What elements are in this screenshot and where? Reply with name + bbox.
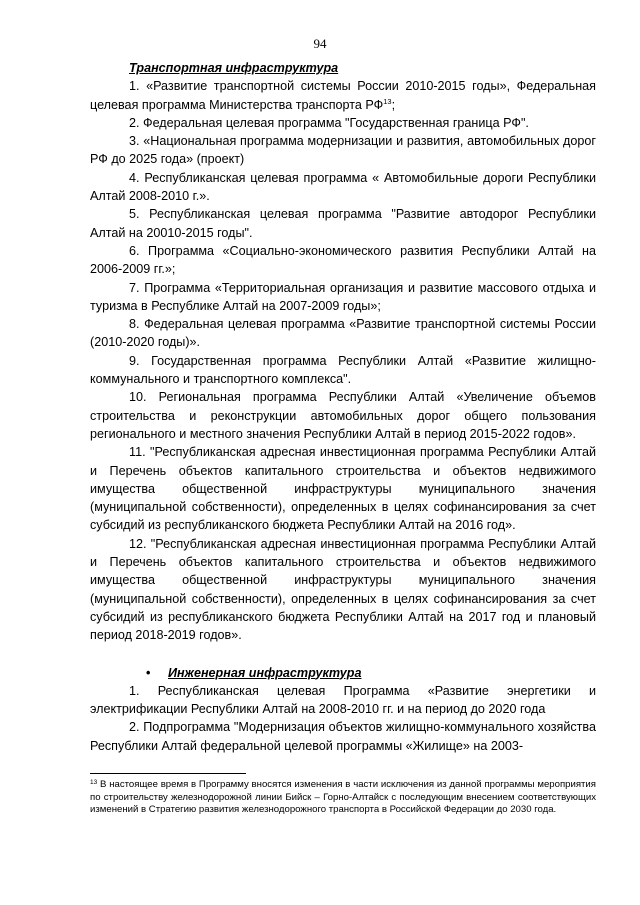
- footnote-ref[interactable]: 13: [383, 96, 392, 106]
- list-item: 11. "Республиканская адресная инвестиционная программа Республики Алтай и Перечень объектов капитального строительства и объектов недвижимого имущества общественной инфраструктуры муниципального значения (муниципальной собственности), определенных в целях софинансирования за счет субсидий из республиканского бюджета Республики Алтай на 2016 год».: [90, 445, 596, 533]
- page-number: 94: [313, 36, 327, 51]
- list-item: 2. Подпрограмма "Модернизация объектов жилищно-коммунального хозяйства Республики Алтай федеральной целевой программы «Жилище» на 2003-: [90, 720, 596, 753]
- list-item: 4. Республиканская целевая программа « Автомобильные дороги Республики Алтай 2008-2010 г.».: [90, 170, 596, 204]
- list-item: 6. Программа «Социально-экономического развития Республики Алтай на 2006-2009 гг.»;: [90, 243, 596, 277]
- list-item: 9. Государственная программа Республики Алтай «Развитие жилищно-коммунального и транспортного комплекса".: [90, 353, 596, 387]
- list-item: [90, 77, 596, 114]
- section-heading-engineering: [90, 664, 596, 682]
- bullet-icon: •: [146, 665, 151, 680]
- list-item: 2. Федеральная целевая программа "Государственная граница РФ".: [129, 115, 529, 130]
- footnote-divider: [90, 773, 246, 774]
- footnote: [90, 779, 596, 817]
- list-item-suffix: ;: [391, 97, 396, 112]
- list-item: 7. Программа «Территориальная организация и развитие массового отдыха и туризма в Республике Алтай на 2007-2009 годы»;: [90, 280, 596, 313]
- list-item: 10. Региональная программа Республики Алтай «Увеличение объемов строительства и реконструкции автомобильных дорог общего пользования регионального и местного значения Республики Алтай в период 2015-2022 годов».: [90, 390, 596, 441]
- footnote-number: 13: [90, 779, 98, 786]
- footnote-text: В настоящее время в Программу вносятся изменения в части исключения из данной программы мероприятия по строительству железнодорожной линии Бийск – Горно-Алтайск с последующим внесением соответствующих изменений в Стратегию развития железнодорожного транспорта в Российской Федерации до 2030 года.: [90, 779, 596, 815]
- section-heading-text: Инженерная инфраструктура: [168, 665, 362, 680]
- list-item: 8. Федеральная целевая программа «Развитие транспортной системы России (2010-2020 годы)».: [90, 317, 596, 350]
- section-heading-transport: Транспортная инфраструктура: [129, 61, 339, 75]
- list-item: 5. Республиканская целевая программа "Развитие автодорог Республики Алтай на 20010-2015 годы".: [90, 207, 596, 240]
- page-body: [90, 59, 596, 755]
- list-item: 3. «Национальная программа модернизации и развития, автомобильных дорог РФ до 2025 года» (проект): [90, 134, 596, 167]
- list-item-text: 1. «Развитие транспортной системы России 2010-2015 годы», Федеральная целевая программа Министерства транспорта РФ: [90, 79, 596, 112]
- list-item: 1. Республиканская целевая Программа «Развитие энергетики и электрификации Республики Алтай на 2008-2010 гг. и на период до 2020 года: [90, 683, 596, 717]
- list-item: 12. "Республиканская адресная инвестиционная программа Республики Алтай и Перечень объектов капитального строительства и объектов недвижимого имущества общественной инфраструктуры муниципального значения (муниципальной собственности), определенных в целях софинансирования за счет субсидий из республиканского бюджета Республики Алтай на 2017 год и плановый период 2018-2019 годов».: [90, 536, 596, 643]
